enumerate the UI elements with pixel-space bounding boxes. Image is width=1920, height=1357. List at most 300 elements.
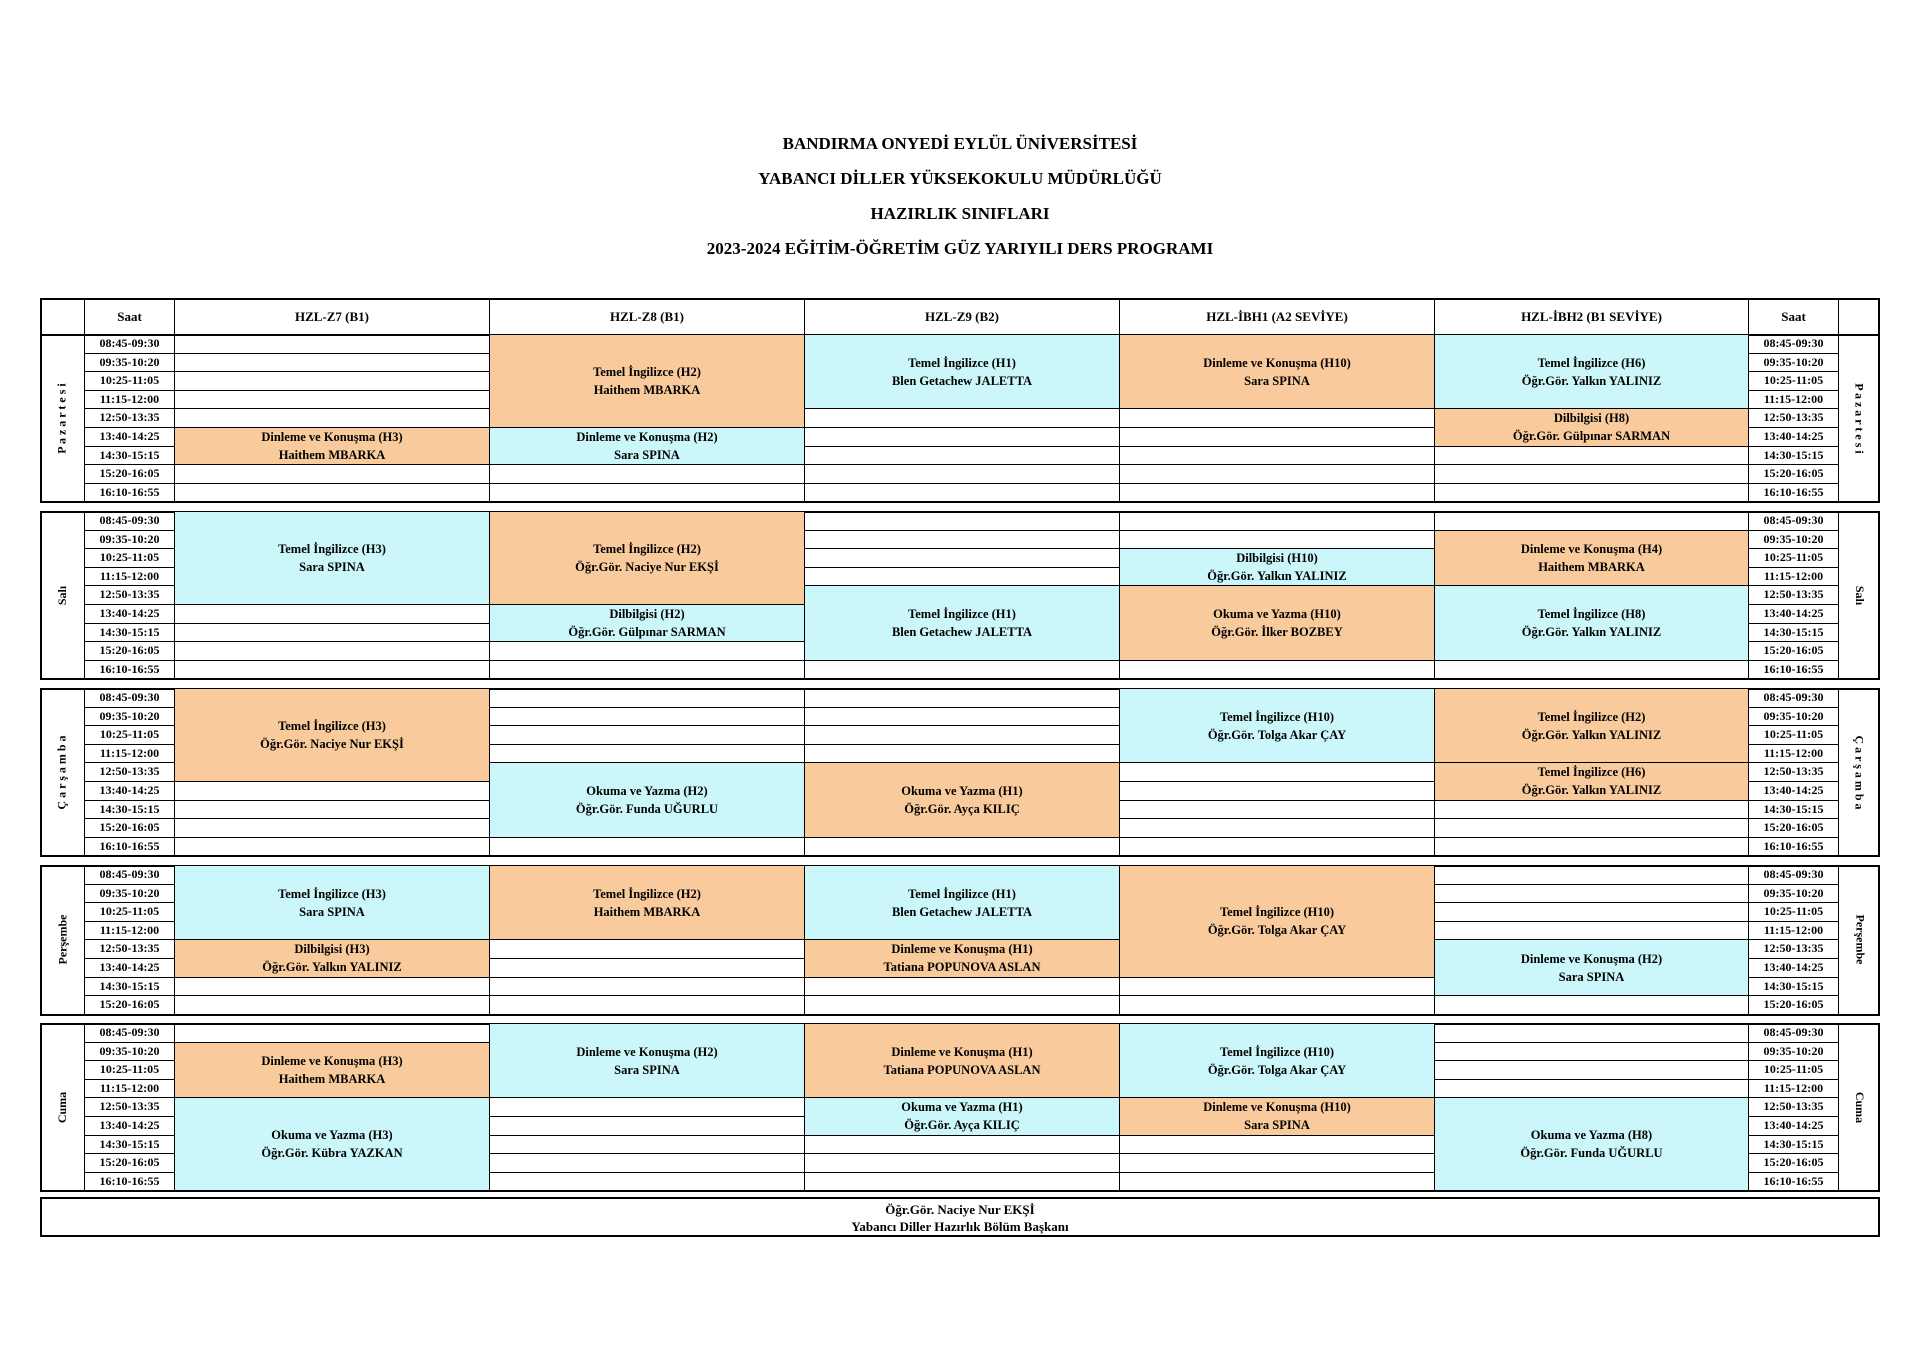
time-slot [1748, 408, 1838, 427]
time-slot-label: 12:50-13:35 [1763, 1099, 1824, 1114]
empty-slot [489, 464, 804, 483]
time-slot-label: 13:40-14:25 [99, 960, 160, 974]
time-slot-label: 16:10-16:55 [1763, 1173, 1824, 1188]
empty-slot [804, 707, 1119, 726]
time-slot-label: 11:15-12:00 [1763, 1080, 1824, 1095]
empty-slot [174, 660, 489, 679]
empty-slot [804, 1153, 1119, 1172]
time-slot [84, 977, 174, 996]
time-slot-label: 16:10-16:55 [99, 484, 160, 499]
course-name: Temel İngilizce (H1) [908, 607, 1016, 622]
teacher-name: Haithem MBARKA [593, 904, 701, 919]
empty-slot [1434, 902, 1748, 921]
empty-slot [489, 1153, 804, 1172]
time-slot [84, 884, 174, 903]
time-slot [84, 818, 174, 837]
empty-slot [174, 371, 489, 390]
course-block [174, 511, 489, 604]
time-slot-label: 11:15-12:00 [99, 922, 160, 937]
empty-slot [1119, 781, 1434, 800]
teacher-name: Blen Getachew JALETTA [891, 373, 1033, 388]
empty-slot [804, 483, 1119, 502]
time-slot-label: 14:30-15:15 [99, 447, 160, 462]
time-slot-label: 16:10-16:55 [1763, 484, 1824, 499]
class-header-1 [174, 298, 489, 334]
teacher-name: Sara SPINA [1558, 969, 1625, 984]
program-title: 2023-2024 EĞİTİM-ÖĞRETİM GÜZ YARIYILI DERS PROGRAMI [706, 239, 1214, 258]
teacher-name: Sara SPINA [299, 560, 365, 574]
course-block [174, 427, 489, 464]
time-slot-label: 10:25-11:05 [99, 904, 160, 919]
teacher-name: Blen Getachew JALETTA [891, 625, 1033, 640]
empty-slot [1434, 1079, 1748, 1098]
time-slot [84, 1116, 174, 1135]
teacher-name: Öğr.Gör. Naciye Nur EKŞİ [260, 737, 404, 751]
time-slot [1748, 977, 1838, 996]
time-slot-label: 12:50-13:35 [1763, 941, 1824, 956]
course-name: Dinleme ve Konuşma (H2) [576, 1044, 718, 1059]
empty-slot [1434, 818, 1748, 837]
time-slot [1748, 446, 1838, 465]
teacher-name: Öğr.Gör. Funda UĞURLU [1520, 1146, 1663, 1161]
time-slot [1748, 744, 1838, 763]
teacher-name: Haithem MBARKA [278, 1071, 386, 1086]
time-slot [84, 353, 174, 372]
time-slot [84, 688, 174, 707]
empty-slot [1434, 837, 1748, 856]
time-slot-label: 13:40-14:25 [99, 1118, 160, 1132]
day-5-label-right [1838, 1023, 1880, 1190]
course-name: Temel İngilizce (H2) [593, 365, 701, 379]
time-slot [1748, 884, 1838, 903]
empty-slot [174, 334, 489, 353]
time-slot-label: 08:45-09:30 [1763, 1025, 1824, 1039]
time-slot-label: 12:50-13:35 [1763, 764, 1824, 779]
time-slot [1748, 939, 1838, 958]
time-slot-label: 14:30-15:15 [99, 1136, 160, 1151]
time-slot-label: 13:40-14:25 [1763, 960, 1824, 974]
course-block [804, 865, 1119, 939]
time-slot [84, 939, 174, 958]
time-slot [1748, 725, 1838, 744]
course-name: Temel İngilizce (H2) [593, 886, 701, 901]
time-slot-label: 11:15-12:00 [1763, 568, 1824, 583]
teacher-name: Öğr.Gör. Yalkın YALINIZ [262, 960, 402, 975]
teacher-name: Öğr.Gör. Ayça KILIÇ [904, 1118, 1020, 1133]
empty-slot [1434, 511, 1748, 530]
time-slot-label: 16:10-16:55 [99, 838, 160, 853]
time-slot-label: 12:50-13:35 [99, 764, 160, 779]
course-name: Dinleme ve Konuşma (H4) [1520, 541, 1663, 556]
time-slot [84, 902, 174, 921]
empty-slot [174, 353, 489, 372]
time-slot-label: 15:20-16:05 [99, 1155, 160, 1170]
time-slot [1748, 390, 1838, 409]
teacher-name: Öğr.Gör. Funda UĞURLU [575, 802, 719, 817]
time-slot-label: 15:20-16:05 [1763, 466, 1824, 481]
empty-slot [1119, 427, 1434, 446]
empty-slot [804, 744, 1119, 763]
empty-slot [1119, 1172, 1434, 1191]
course-block [174, 865, 489, 939]
course-block [489, 511, 804, 604]
teacher-name: Öğr.Gör. Yalkın YALINIZ [1521, 625, 1662, 640]
time-slot [1748, 530, 1838, 549]
empty-slot [804, 1135, 1119, 1154]
course-name: Temel İngilizce (H1) [908, 886, 1016, 901]
empty-slot [804, 567, 1119, 586]
saat-header-left [84, 298, 174, 334]
empty-slot [489, 1135, 804, 1154]
time-slot [1748, 1172, 1838, 1191]
time-slot-label: 14:30-15:15 [99, 801, 160, 816]
time-slot [1748, 464, 1838, 483]
empty-slot [1434, 1023, 1748, 1042]
time-slot-label: 16:10-16:55 [1763, 661, 1824, 676]
empty-slot [1434, 865, 1748, 884]
empty-slot [1119, 530, 1434, 549]
saat-label: Saat [1781, 308, 1806, 324]
time-slot [1748, 483, 1838, 502]
header-right-corner [1838, 298, 1880, 334]
course-block [1434, 762, 1748, 799]
school-name: YABANCI DİLLER YÜKSEKOKULU MÜDÜRLÜĞÜ [758, 169, 1162, 188]
day-3-label-left [40, 688, 84, 855]
course-block [489, 334, 804, 427]
empty-slot [489, 688, 804, 707]
time-slot [1748, 1079, 1838, 1098]
teacher-name: Öğr.Gör. Yalkın YALINIZ [1521, 727, 1662, 742]
time-slot [84, 837, 174, 856]
time-slot-label: 15:20-16:05 [99, 466, 160, 481]
empty-slot [1119, 408, 1434, 427]
empty-slot [1434, 1060, 1748, 1079]
empty-slot [804, 837, 1119, 856]
teacher-name: Öğr.Gör. İlker BOZBEY [1211, 625, 1343, 640]
time-slot-label: 10:25-11:05 [1763, 904, 1824, 919]
time-slot [84, 725, 174, 744]
empty-slot [174, 800, 489, 819]
course-block [1119, 1097, 1434, 1134]
course-block [174, 688, 489, 781]
time-slot [84, 623, 174, 642]
time-slot [1748, 762, 1838, 781]
signatory-title: Yabancı Diller Hazırlık Bölüm Başkanı [851, 1219, 1069, 1234]
course-block [174, 1097, 489, 1190]
course-name: Okuma ve Yazma (H1) [901, 1100, 1023, 1115]
time-slot [1748, 1135, 1838, 1154]
course-block [1434, 334, 1748, 408]
time-slot-label: 10:25-11:05 [99, 373, 160, 388]
course-block [1119, 585, 1434, 659]
time-slot-label: 16:10-16:55 [99, 1173, 160, 1188]
empty-slot [174, 818, 489, 837]
class-header-2 [489, 298, 804, 334]
time-slot [84, 567, 174, 586]
time-slot-label: 10:25-11:05 [1763, 727, 1824, 742]
empty-slot [1434, 446, 1748, 465]
time-slot [1748, 623, 1838, 642]
time-slot [84, 744, 174, 763]
time-slot-label: 08:45-09:30 [99, 690, 160, 704]
time-slot-label: 08:45-09:30 [99, 867, 160, 881]
course-name: Dinleme ve Konuşma (H10) [1203, 1100, 1351, 1115]
time-slot-label: 15:20-16:05 [1763, 1155, 1824, 1170]
empty-slot [1119, 464, 1434, 483]
course-name: Temel İngilizce (H3) [278, 719, 386, 733]
empty-slot [804, 427, 1119, 446]
class-header-4 [1119, 298, 1434, 334]
teacher-name: Sara SPINA [614, 448, 680, 463]
time-slot [1748, 334, 1838, 353]
time-slot [84, 511, 174, 530]
time-slot-label: 09:35-10:20 [1763, 354, 1824, 369]
time-slot [1748, 688, 1838, 707]
course-name: Dinleme ve Konuşma (H10) [1203, 355, 1351, 370]
course-block [1434, 585, 1748, 659]
time-slot-label: 12:50-13:35 [1763, 410, 1824, 425]
course-name: Dinleme ve Konuşma (H2) [576, 430, 718, 445]
time-slot-label: 15:20-16:05 [99, 820, 160, 835]
time-slot-label: 14:30-15:15 [99, 624, 160, 639]
time-slot [84, 641, 174, 660]
empty-slot [804, 408, 1119, 427]
empty-slot [174, 977, 489, 996]
empty-slot [1119, 446, 1434, 465]
empty-slot [489, 641, 804, 660]
course-name: Temel İngilizce (H1) [908, 355, 1016, 370]
course-block [1434, 530, 1748, 586]
class-header-label: HZL-İBH2 (B1 SEVİYE) [1521, 308, 1662, 324]
time-slot [1748, 995, 1838, 1014]
time-slot [1748, 1097, 1838, 1116]
class-header-label: HZL-Z7 (B1) [294, 308, 370, 324]
empty-slot [489, 707, 804, 726]
time-slot-label: 08:45-09:30 [1763, 513, 1824, 527]
course-block [174, 1042, 489, 1098]
time-slot-label: 09:35-10:20 [99, 354, 160, 369]
empty-slot [1119, 762, 1434, 781]
teacher-name: Haithem MBARKA [278, 448, 386, 463]
time-slot-label: 14:30-15:15 [99, 978, 160, 993]
time-slot [1748, 781, 1838, 800]
time-slot-label: 10:25-11:05 [99, 550, 160, 565]
time-slot [84, 464, 174, 483]
empty-slot [1119, 818, 1434, 837]
time-slot [1748, 800, 1838, 819]
empty-slot [174, 995, 489, 1014]
time-slot [1748, 818, 1838, 837]
teacher-name: Öğr.Gör. Yalkın YALINIZ [1521, 373, 1662, 388]
teacher-name: Sara SPINA [1244, 1118, 1310, 1133]
course-block [489, 604, 804, 641]
course-name: Temel İngilizce (H3) [278, 542, 386, 556]
time-slot [1748, 921, 1838, 940]
time-slot [1748, 567, 1838, 586]
empty-slot [1119, 511, 1434, 530]
day-name: P a z a r t e s i [55, 382, 69, 454]
empty-slot [804, 446, 1119, 465]
time-slot-label: 14:30-15:15 [1763, 801, 1824, 816]
time-slot [84, 530, 174, 549]
day-1-label-right [1838, 334, 1880, 501]
course-name: Dinleme ve Konuşma (H1) [891, 942, 1033, 957]
time-slot-label: 13:40-14:25 [99, 606, 160, 620]
signature-block [40, 1197, 1880, 1237]
course-name: Dilbilgisi (H3) [294, 942, 370, 957]
time-slot [84, 958, 174, 977]
time-slot-label: 10:25-11:05 [99, 727, 160, 742]
time-slot [1748, 548, 1838, 567]
course-block [1119, 334, 1434, 408]
day-name: Perşembe [1853, 914, 1868, 965]
time-slot [84, 995, 174, 1014]
course-name: Dinleme ve Konuşma (H3) [261, 430, 403, 445]
day-name: Cuma [1853, 1091, 1867, 1123]
course-name: Okuma ve Yazma (H8) [1530, 1128, 1653, 1143]
course-block [1434, 408, 1748, 445]
time-slot-label: 15:20-16:05 [1763, 820, 1824, 835]
teacher-name: Haithem MBARKA [593, 383, 701, 397]
time-slot-label: 13:40-14:25 [1763, 1118, 1824, 1132]
time-slot [1748, 707, 1838, 726]
teacher-name: Öğr.Gör. Tolga Akar ÇAY [1207, 1062, 1347, 1077]
teacher-name: Öğr.Gör. Yalkın YALINIZ [1521, 783, 1662, 798]
time-slot-label: 09:35-10:20 [99, 708, 160, 723]
time-slot-label: 08:45-09:30 [1763, 690, 1824, 704]
empty-slot [1434, 464, 1748, 483]
time-slot-label: 15:20-16:05 [1763, 997, 1824, 1012]
empty-slot [1434, 921, 1748, 940]
course-name: Temel İngilizce (H2) [1537, 709, 1646, 724]
course-name: Temel İngilizce (H2) [593, 542, 701, 556]
empty-slot [1434, 660, 1748, 679]
course-name: Temel İngilizce (H10) [1219, 709, 1335, 724]
empty-slot [489, 977, 804, 996]
empty-slot [174, 483, 489, 502]
time-slot-label: 12:50-13:35 [99, 941, 160, 956]
empty-slot [1119, 483, 1434, 502]
empty-slot [1434, 1042, 1748, 1061]
day-name: Salı [1853, 585, 1867, 605]
time-slot [1748, 641, 1838, 660]
time-slot-label: 13:40-14:25 [1763, 606, 1824, 620]
course-name: Dinleme ve Konuşma (H2) [1520, 951, 1663, 966]
course-block [489, 762, 804, 836]
empty-slot [489, 1116, 804, 1135]
time-slot [84, 604, 174, 623]
course-name: Temel İngilizce (H3) [278, 886, 386, 901]
time-slot-label: 13:40-14:25 [99, 783, 160, 797]
time-slot-label: 08:45-09:30 [1763, 336, 1824, 350]
time-slot [84, 762, 174, 781]
day-name: Salı [55, 585, 69, 605]
class-header-label: HZL-Z9 (B2) [924, 308, 1000, 324]
time-slot-label: 09:35-10:20 [1763, 885, 1824, 900]
empty-slot [489, 744, 804, 763]
time-slot-label: 09:35-10:20 [1763, 531, 1824, 546]
time-slot-label: 14:30-15:15 [1763, 447, 1824, 462]
course-block [1434, 688, 1748, 762]
course-name: Okuma ve Yazma (H1) [901, 784, 1023, 799]
day-4-label-right [1838, 865, 1880, 1014]
time-slot-label: 08:45-09:30 [99, 513, 160, 527]
empty-slot [804, 725, 1119, 744]
time-slot [1748, 958, 1838, 977]
time-slot-label: 09:35-10:20 [1763, 1043, 1824, 1058]
time-slot-label: 09:35-10:20 [1763, 708, 1824, 723]
time-slot [1748, 865, 1838, 884]
empty-slot [174, 390, 489, 409]
time-slot-label: 15:20-16:05 [1763, 643, 1824, 658]
time-slot-label: 11:15-12:00 [99, 1080, 160, 1095]
time-slot [1748, 1153, 1838, 1172]
empty-slot [174, 408, 489, 427]
class-header-label: HZL-İBH1 (A2 SEVİYE) [1206, 308, 1348, 324]
teacher-name: Öğr.Gör. Gülpınar SARMAN [568, 625, 726, 640]
time-slot [84, 1060, 174, 1079]
department-name: HAZIRLIK SINIFLARI [870, 204, 1050, 223]
empty-slot [1434, 800, 1748, 819]
course-name: Temel İngilizce (H10) [1219, 1044, 1335, 1059]
time-slot-label: 09:35-10:20 [99, 885, 160, 900]
course-block [804, 585, 1119, 659]
empty-slot [1119, 837, 1434, 856]
course-name: Dilbilgisi (H2) [609, 607, 685, 622]
time-slot [1748, 837, 1838, 856]
time-slot-label: 12:50-13:35 [99, 410, 160, 425]
empty-slot [174, 781, 489, 800]
class-header-5 [1434, 298, 1748, 334]
time-slot-label: 10:25-11:05 [1763, 1062, 1824, 1077]
empty-slot [489, 837, 804, 856]
teacher-name: Blen Getachew JALETTA [891, 904, 1033, 919]
empty-slot [804, 464, 1119, 483]
time-slot [1748, 1042, 1838, 1061]
time-slot [1748, 371, 1838, 390]
time-slot-label: 09:35-10:20 [99, 531, 160, 546]
time-slot [84, 800, 174, 819]
empty-slot [489, 995, 804, 1014]
course-block [1119, 548, 1434, 585]
empty-slot [1119, 977, 1434, 996]
course-block [1434, 939, 1748, 995]
time-slot [1748, 604, 1838, 623]
signatory-name: Öğr.Gör. Naciye Nur EKŞİ [885, 1202, 1035, 1217]
empty-slot [489, 725, 804, 744]
university-name: BANDIRMA ONYEDİ EYLÜL ÜNİVERSİTESİ [782, 134, 1138, 153]
class-header-3 [804, 298, 1119, 334]
day-name: Ç a r ş a m b a [1853, 735, 1867, 810]
time-slot [84, 390, 174, 409]
time-slot-label: 12:50-13:35 [99, 587, 160, 602]
time-slot-label: 08:45-09:30 [99, 1025, 160, 1039]
course-block [804, 1097, 1119, 1134]
time-slot-label: 14:30-15:15 [1763, 624, 1824, 639]
empty-slot [804, 548, 1119, 567]
course-name: Temel İngilizce (H10) [1219, 905, 1335, 920]
empty-slot [1434, 884, 1748, 903]
time-slot-label: 13:40-14:25 [1763, 429, 1824, 443]
empty-slot [804, 995, 1119, 1014]
day-2-label-right [1838, 511, 1880, 678]
course-block [804, 762, 1119, 836]
time-slot-label: 11:15-12:00 [1763, 391, 1824, 406]
teacher-name: Öğr.Gör. Tolga Akar ÇAY [1207, 727, 1347, 742]
course-block [1119, 1023, 1434, 1097]
empty-slot [489, 660, 804, 679]
day-name: P a z a r t e s i [1853, 382, 1867, 454]
